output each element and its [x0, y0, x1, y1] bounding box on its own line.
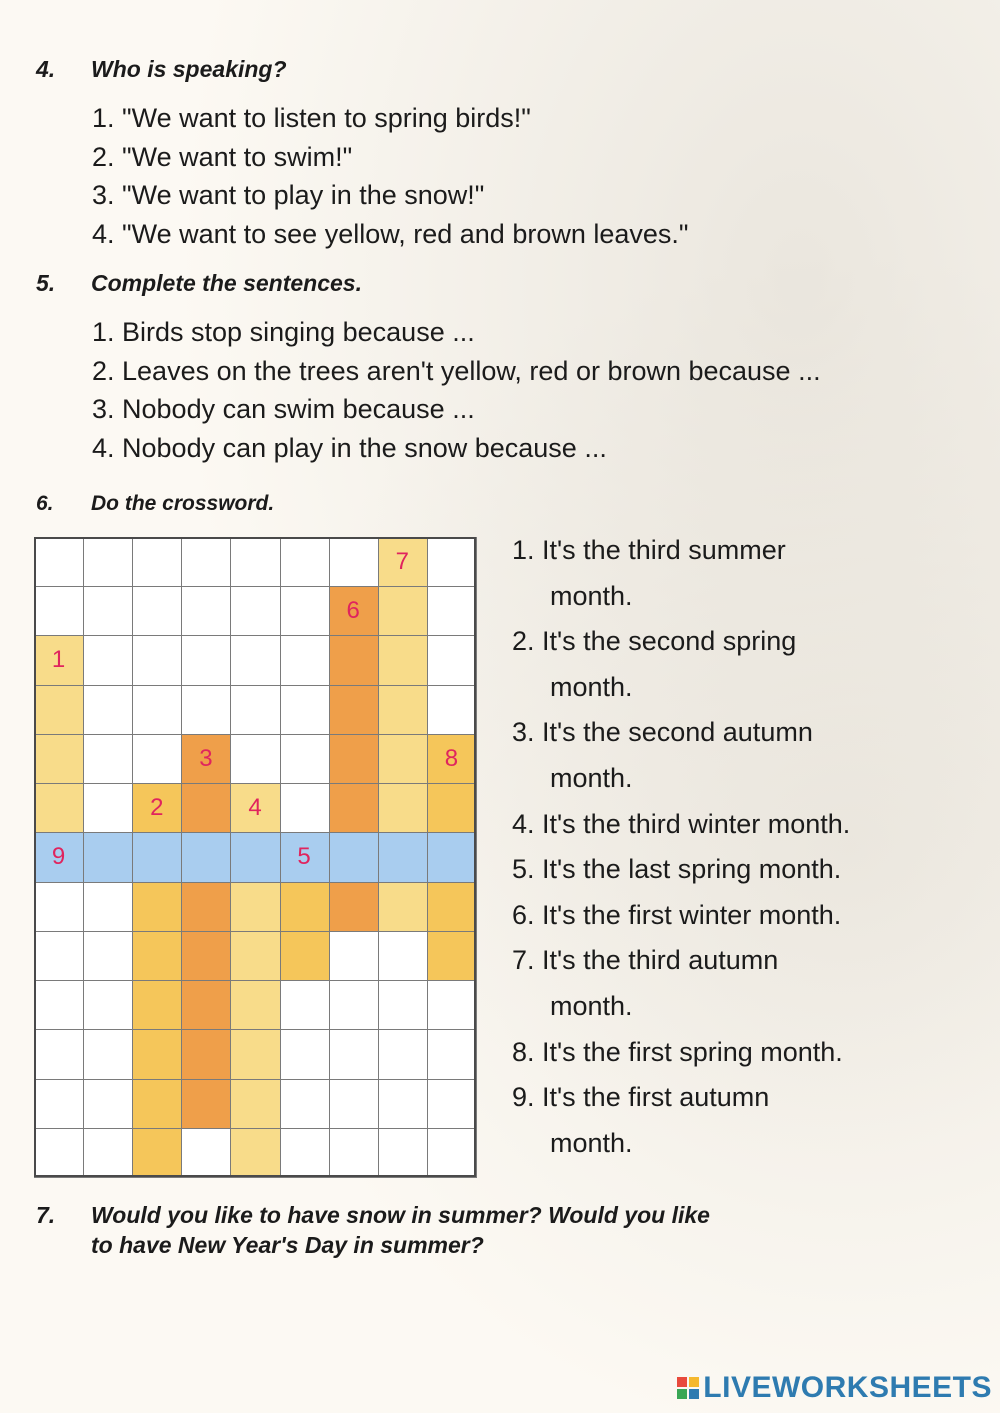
crossword-cell — [427, 1079, 477, 1129]
crossword-cell — [181, 1128, 231, 1178]
clue-line: 7. It's the third autumn — [512, 945, 779, 976]
crossword-cell — [230, 537, 280, 587]
crossword-cell — [83, 783, 133, 833]
crossword-cell — [34, 882, 84, 932]
crossword-cell — [230, 635, 280, 685]
crossword-cell — [329, 537, 379, 587]
crossword-cell — [378, 832, 428, 882]
crossword-cell — [427, 586, 477, 636]
crossword-cell — [132, 980, 182, 1030]
crossword-cell — [83, 685, 133, 735]
crossword-cell — [280, 931, 330, 981]
crossword-cell — [34, 1079, 84, 1129]
crossword-cell — [34, 931, 84, 981]
crossword-cell — [181, 537, 231, 587]
crossword-cell — [83, 931, 133, 981]
logo-square — [689, 1389, 699, 1399]
q7-number: 7. — [36, 1202, 56, 1228]
crossword-cell — [181, 931, 231, 981]
crossword-cell — [83, 882, 133, 932]
crossword-cell — [83, 1079, 133, 1129]
crossword-cell — [427, 783, 477, 833]
crossword-cell — [329, 635, 379, 685]
crossword-cell — [132, 734, 182, 784]
clue-line: 6. It's the first winter month. — [512, 899, 842, 930]
crossword-cell — [378, 882, 428, 932]
crossword-cell — [427, 685, 477, 735]
crossword-cell — [427, 1128, 477, 1178]
crossword-cell — [132, 685, 182, 735]
crossword-cell — [34, 537, 84, 587]
crossword-cell — [132, 931, 182, 981]
q7-line: Would you like to have snow in summer? Would you like — [91, 1202, 710, 1228]
crossword-cell — [230, 734, 280, 784]
crossword-cell — [329, 1029, 379, 1079]
crossword-cell — [230, 882, 280, 932]
crossword-cell — [230, 685, 280, 735]
crossword-cell — [280, 537, 330, 587]
crossword-cell — [280, 586, 330, 636]
crossword-cell — [378, 783, 428, 833]
crossword-cell — [83, 1029, 133, 1079]
q6-heading — [36, 492, 274, 516]
crossword-cell — [280, 783, 330, 833]
crossword-clue-number: 3 — [199, 744, 213, 772]
liveworksheets-logo — [677, 1371, 992, 1405]
crossword-cell — [132, 882, 182, 932]
crossword-cell — [132, 537, 182, 587]
crossword-cell — [83, 537, 133, 587]
clue-item — [512, 847, 850, 893]
crossword-clue-number: 2 — [150, 794, 164, 822]
crossword-cell — [280, 980, 330, 1030]
crossword-cell — [181, 1079, 231, 1129]
crossword-cell — [329, 1128, 379, 1178]
crossword-cell — [83, 635, 133, 685]
clue-item — [512, 1030, 850, 1076]
clue-line: month. — [550, 1127, 633, 1158]
crossword-cell — [280, 635, 330, 685]
crossword-cell — [181, 1029, 231, 1079]
crossword-cell — [427, 882, 477, 932]
clue-line: 4. It's the third winter month. — [512, 808, 851, 839]
crossword-cell — [230, 1029, 280, 1079]
crossword-cell — [132, 635, 182, 685]
crossword-cell — [181, 586, 231, 636]
clue-line: 9. It's the first autumn — [512, 1082, 770, 1113]
clue-line: 1. It's the third summer — [512, 535, 786, 565]
clue-item — [512, 802, 850, 848]
crossword-cell — [181, 832, 231, 882]
crossword-cell — [34, 586, 84, 636]
crossword-clues — [512, 528, 850, 1166]
crossword-clue-number: 6 — [346, 597, 360, 625]
q5-item: 2. Leaves on the trees aren't yellow, red or brown because ... — [92, 355, 821, 386]
crossword-cell — [329, 882, 379, 932]
crossword-cell — [230, 980, 280, 1030]
crossword-cell — [83, 586, 133, 636]
crossword-cell — [378, 1128, 428, 1178]
q4-heading — [36, 56, 287, 83]
clue-line: month. — [550, 580, 633, 611]
crossword-cell — [427, 635, 477, 685]
clue-item — [512, 528, 850, 619]
crossword-cell — [329, 734, 379, 784]
crossword-grid — [34, 537, 476, 1177]
crossword-cell — [181, 685, 231, 735]
crossword-cell — [34, 734, 84, 784]
crossword-cell — [329, 931, 379, 981]
crossword-cell — [132, 1128, 182, 1178]
clue-line: 2. It's the second spring — [512, 626, 797, 657]
crossword-cell — [378, 635, 428, 685]
logo-square — [689, 1377, 699, 1387]
crossword-cell — [230, 1079, 280, 1129]
crossword-cell — [83, 1128, 133, 1178]
logo-text: LIVEWORKSHEETS — [703, 1371, 992, 1404]
clue-item — [512, 893, 850, 939]
q7-heading — [36, 1200, 710, 1260]
crossword-cell — [329, 685, 379, 735]
crossword-cell — [181, 980, 231, 1030]
crossword-cell — [280, 882, 330, 932]
q5-item: 1. Birds stop singing because ... — [92, 317, 475, 347]
q5-number: 5. — [36, 270, 56, 296]
logo-square — [677, 1389, 687, 1399]
crossword-cell — [280, 734, 330, 784]
q5-item: 4. Nobody can play in the snow because ... — [92, 432, 607, 463]
crossword-cell — [83, 980, 133, 1030]
crossword-cell — [83, 734, 133, 784]
crossword-clue-number: 8 — [444, 744, 459, 772]
q4-item: 1. "We want to listen to spring birds!" — [92, 103, 531, 133]
crossword-clue-number: 5 — [297, 843, 311, 871]
q7-line: to have New Year's Day in summer? — [91, 1232, 484, 1258]
clue-item — [512, 938, 850, 1029]
crossword-clue-number: 9 — [51, 843, 66, 871]
crossword-cell — [181, 783, 231, 833]
crossword-cell — [34, 1029, 84, 1079]
logo-mark-icon — [677, 1377, 699, 1399]
clue-line: 8. It's the first spring month. — [512, 1036, 843, 1067]
crossword-cell — [329, 832, 379, 882]
crossword-cell — [132, 1079, 182, 1129]
q5-heading — [36, 270, 362, 297]
clue-line: 3. It's the second autumn — [512, 717, 813, 748]
crossword-cell — [280, 685, 330, 735]
crossword-cell — [34, 783, 84, 833]
crossword-cell — [132, 1029, 182, 1079]
crossword-cell — [280, 1079, 330, 1129]
crossword-cell — [329, 1079, 379, 1129]
clue-line: month. — [550, 671, 633, 702]
q5-title: Complete the sentences. — [91, 270, 362, 296]
crossword-cell — [329, 980, 379, 1030]
q5-item: 3. Nobody can swim because ... — [92, 394, 475, 424]
clue-item — [512, 710, 850, 801]
crossword-cell — [34, 1128, 84, 1178]
q6-number: 6. — [36, 492, 54, 515]
crossword-clue-number: 7 — [395, 548, 409, 575]
q4-number: 4. — [36, 56, 56, 82]
crossword-cell — [378, 980, 428, 1030]
crossword-cell — [378, 1079, 428, 1129]
crossword-cell — [181, 882, 231, 932]
crossword-cell — [280, 1029, 330, 1079]
crossword-cell — [329, 783, 379, 833]
crossword-cell — [230, 832, 280, 882]
q4-item: 4. "We want to see yellow, red and brown leaves." — [92, 218, 689, 249]
crossword-cell — [427, 931, 477, 981]
crossword-cell — [230, 931, 280, 981]
crossword-cell — [378, 586, 428, 636]
clue-line: 5. It's the last spring month. — [512, 854, 842, 885]
q6-title: Do the crossword. — [91, 492, 275, 515]
q5-list — [92, 313, 821, 467]
crossword-cell — [34, 685, 84, 735]
crossword-cell — [378, 685, 428, 735]
crossword-cell — [34, 980, 84, 1030]
crossword-cell — [230, 1128, 280, 1178]
logo-square — [677, 1377, 687, 1387]
q4-item: 2. "We want to swim!" — [92, 141, 353, 172]
crossword-cell — [132, 832, 182, 882]
crossword-cell — [378, 734, 428, 784]
crossword-cell — [427, 537, 477, 587]
clue-line: month. — [550, 990, 633, 1021]
crossword-cell — [181, 635, 231, 685]
crossword-cell — [83, 832, 133, 882]
crossword-cell — [378, 1029, 428, 1079]
crossword-clue-number: 4 — [248, 794, 262, 822]
crossword-cell — [230, 586, 280, 636]
crossword-cell — [427, 980, 477, 1030]
q4-item: 3. "We want to play in the snow!" — [92, 180, 485, 210]
crossword-cell — [427, 1029, 477, 1079]
clue-item — [512, 619, 850, 710]
clue-item — [512, 1075, 850, 1166]
q4-list — [92, 99, 689, 253]
crossword-cell — [427, 832, 477, 882]
crossword-cell — [280, 1128, 330, 1178]
crossword-clue-number: 1 — [51, 646, 66, 674]
crossword-cell — [132, 586, 182, 636]
crossword-cell — [378, 931, 428, 981]
q4-title: Who is speaking? — [91, 56, 287, 82]
clue-line: month. — [550, 762, 633, 793]
